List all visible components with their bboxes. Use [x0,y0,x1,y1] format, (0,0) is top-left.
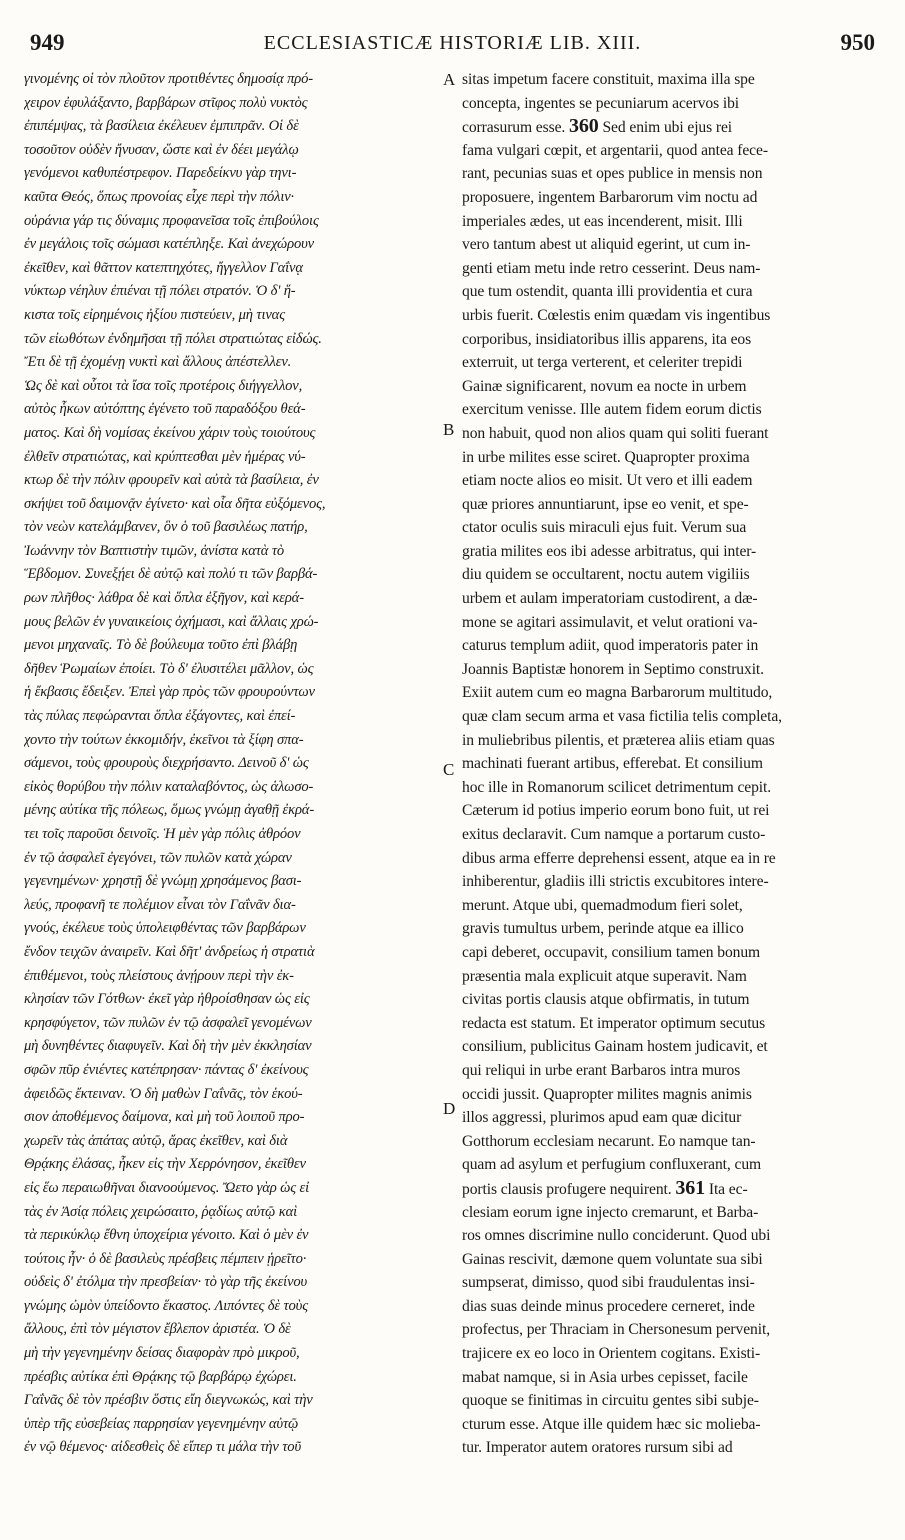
greek-text-line: τὰς πύλας πεφώρανται ὅπλα ἐξάγοντες, καὶ ἐπεί- [24,708,296,725]
greek-text-line: ρων πλῆθος· λάθρα δὲ καὶ ὅπλα ἐξῆγον, καὶ κερά- [24,590,304,607]
greek-text-line: χωρεῖν τὰς ἀπάτας αὐτῷ, ἄρας ἐκεῖθεν, καὶ διὰ [24,1132,288,1149]
latin-text-line: inhiberentur, gladiis illi strictis excubitores intere- [462,873,769,891]
latin-text-line: urbem et aulam imperatoriam custodirent, a dæ- [462,590,758,608]
greek-text-line: τὰ περικύκλῳ ἔθνη ὑποχείρια γένοιτο. Καὶ ὁ μὲν ἐν [24,1227,309,1244]
latin-text-line: rant, pecunias suas et opes publice in mensis non [462,165,763,183]
margin-marker-b: B [443,420,455,439]
greek-text-line: νύκτωρ νέηλυν ἐπιέναι τῇ πόλει στρατόν. Ὁ δ' ἥ- [24,283,296,300]
greek-text-line: οὐράνια γάρ τις δύναμις προφανεῖσα τοῖς ἐπιβούλοις [24,212,319,229]
greek-text-line: γνώμης ὠμὸν ὑπείδοντο ἕκαστος. Λιπόντες δὲ τοὺς [24,1297,308,1314]
latin-text-line: Exiit autem cum eo magna Barbarorum multitudo, [462,684,773,702]
latin-text-line: genti etiam metu inde retro cesserint. Deus nam- [462,259,761,277]
latin-text-line: dias suas deinde minus procedere cerneret, inde [462,1297,755,1315]
greek-text-column [24,68,440,1460]
greek-text-line: μένης αὐτίκα τῆς πόλεως, ὅμως γνώμῃ ἀγαθῇ ἐκρά- [24,802,315,819]
greek-text-line: τοσοῦτον οὐδὲν ἤνυσαν, ὥστε καὶ ἐν δέει μεγάλῳ [24,141,299,158]
latin-text-line: etiam nocte alios eo misit. Ut vero et illi eadem [462,472,753,490]
greek-text-line: γινομένης οἱ τὸν πλοῦτον προτιθέντες δημοσίᾳ πρό- [24,71,314,87]
greek-text-line: Ἰωάννην τὸν Βαπτιστὴν τιμῶν, ἀνίστα κατὰ τὸ [24,542,285,559]
latin-text-line: in muliebribus pilentis, et præterea aliis etiam quas [462,731,775,749]
greek-text-line: ἐν μεγάλοις τοῖς σώμασι κατέπληξε. Καὶ ἀνεχώρουν [24,236,314,253]
latin-text-line: tur. Imperator autem oratores rursum sibi ad [462,1439,733,1457]
greek-text-line: ἐκεῖθεν, καὶ θᾶττον κατεπτηχότες, ἤγγελλον Γαΐνᾳ [24,259,303,276]
latin-text-line: quam ad asylum et perfugium confluxerant, cum [462,1156,762,1174]
greek-text-line: γεγενημένων· χρηστῇ δὲ γνώμῃ χρησάμενος βασι- [24,873,302,890]
latin-text-line: corrasurum esse. 360 Sed enim ubi ejus rei [462,115,733,138]
latin-text-line: Gainas rescivit, dæmone quem voluntate sua sibi [462,1250,763,1268]
greek-text-line: γενόμενοι καθυπέστρεφον. Παρεδείκνυ γὰρ τηνι- [24,165,297,182]
greek-text-line: ματος. Καὶ δὴ νομίσας ἐκείνου χάριν τοὺς τοιούτους [24,424,316,441]
greek-text-line: δῆθεν Ῥωμαίων ἐποίει. Τὸ δ' ἐλυσιτέλει μᾶλλον, ὡς [24,660,314,677]
page-number-left: 949 [30,30,65,55]
greek-text-line: ἐπιθέμενοι, τοὺς πλείστους ἀνῄρουν περὶ τὴν ἐκ- [24,967,294,984]
latin-text-line: ctator oculis suis miraculi ejus fuit. Verum sua [462,519,747,537]
latin-text-column [462,68,884,1460]
greek-text-line: εἰς ἕω περαιωθῆναι διανοούμενος. Ὤετο γὰρ ὡς εἰ [24,1179,310,1196]
margin-marker-d: D [443,1099,456,1118]
latin-text-line: Cæterum id potius imperio eorum bono fuit, ut rei [462,802,770,820]
margin-marker-c: C [443,760,455,779]
latin-text-line: merunt. Atque ubi, quemadmodum fieri solet, [462,896,743,914]
greek-text-line: μὴ τὴν γεγενημένην δείσας διαφορὰν πρὸ μικροῦ, [24,1345,300,1362]
greek-text-line: αὐτὸς ἧκων αὐτόπτης ἐγένετο τοῦ παραδόξου θεά- [24,401,306,418]
latin-text-line: clesiam eorum igne injecto cremarunt, et Barba- [462,1203,759,1221]
greek-text-line: σάμενοι, τοὺς φρουροὺς διεχρήσαντο. Δεινοῦ δ' ὡς [24,755,309,772]
greek-text-line: κιστα τοῖς εἰρημένοις ἠξίου πιστεύειν, μὴ τινας [24,306,285,323]
latin-text-line: urbis fuerit. Cœlestis enim quædam vis ingentibus [462,306,771,324]
greek-text-line: μὴ δυνηθέντες διαφυγεῖν. Καὶ δὴ τὴν μὲν ἐκκλησίαν [24,1038,312,1055]
page-header [30,22,875,62]
latin-text-line: proposuere, ingentem Barbarorum vim noctu ad [462,188,758,206]
latin-text-line: caturus templum adiit, quod imperatoris pater in [462,637,759,655]
greek-text-line: τὸν νεὼν κατελάμβανεν, ὃν ὁ τοῦ βασιλέως πατήρ, [24,519,308,536]
latin-text-line: gravis tumultus urbem, perinde atque ea illico [462,920,744,938]
latin-text-line: occidi jussit. Quapropter milites magnis animis [462,1085,752,1103]
latin-text-line: machinati fuerant artibus, efferebat. Et consilium [462,755,763,773]
latin-text-line: capi deberet, occupavit, consilium tamen bonum [462,943,761,961]
greek-text-line: σιον ἀποθέμενος δαίμονα, καὶ μὴ τοῦ λοιποῦ προ- [24,1109,305,1126]
latin-text-line: redacta est statum. Et imperator optimum secutus [462,1014,766,1032]
greek-text-line: χειρον ἐφυλάξαντο, βαρβάρων στῖφος πολὺ νυκτὸς [24,94,308,111]
latin-text-line: trajicere ex eo loco in Orientem cogitans. Existi- [462,1345,761,1363]
latin-text-line: vero tantum abest ut aliquid egerint, ut cum in- [462,236,751,254]
greek-text-line: κλησίαν τῶν Γότθων· ἐκεῖ γὰρ ἠθροίσθησαν ὡς εἰς [24,991,310,1008]
greek-text-line: χοντο τὴν τούτων ἐκκομιδήν, ἐκεῖνοι τὰ ξίφη σπα- [24,731,304,748]
latin-text-line: quoque se finitimas in circuitu gentes sibi subje- [462,1392,759,1410]
greek-text-line: ἐλθεῖν στρατιώτας, καὶ κρύπτεσθαι μὲν ἡμέρας νύ- [24,448,306,465]
greek-text-line: Ἔτι δὲ τῇ ἐχομένῃ νυκτὶ καὶ ἄλλους ἀπέστελλεν. [24,354,292,371]
latin-text-line: consilium, publicitus Gainam hostem judicavit, et [462,1038,768,1056]
running-title: ECCLESIASTICÆ HISTORIÆ LIB. XIII. [263,32,642,54]
greek-text-line: τούτοις ἦν· ὁ δὲ βασιλεὺς πρέσβεις πέμπειν ᾑρεῖτο· [24,1250,307,1267]
latin-text-line: imperiales ædes, ut eas incenderent, misit. Illi [462,212,743,230]
latin-text-line: concepta, ingentes se pecuniarum acervos ibi [462,94,740,112]
latin-text-line: exitus declaravit. Cum namque a portarum custo- [462,826,766,843]
latin-text-line: Joannis Baptistæ honorem in Septimo construxit. [462,660,764,678]
latin-text-line: sumpserat, dimisso, quod sibi fraudulentas insi- [462,1274,755,1292]
latin-text-line: Gainæ significarent, novum ea nocte in urbem [462,377,747,395]
latin-text-line: corporibus, insidiatoribus illis apparens, ita eos [462,330,752,348]
greek-text-line: κρησφύγετον, τῶν πυλῶν ἐν τῷ ἀσφαλεῖ γενομένων [24,1014,312,1031]
greek-text-line: λεύς, προφανῆ τε πολέμιον εἶναι τὸν Γαΐνᾶν δια- [24,896,296,913]
latin-text-line: sitas impetum facere constituit, maxima illa spe [462,71,755,88]
greek-text-line: ἐπιπέμψας, τὰ βασίλεια ἐκέλευεν ἐμπιπρᾶν. Οἱ δὲ [24,118,299,135]
latin-text-line: illos aggressi, plurimos apud eam quæ dicitur [462,1109,742,1127]
greek-text-line: ἔνδον τειχῶν ἀναιρεῖν. Καὶ δῆτ' ἀνδρείως ἡ στρατιὰ [24,943,315,960]
greek-text-line: μους βελῶν ἐν γυναικείοις ὀχήμασι, καὶ ἄλλαις χρώ- [24,613,319,630]
greek-text-line: πρέσβις αὐτίκα ἐπὶ Θρᾴκης τῷ βαρβάρῳ ἐχώρει. [24,1368,297,1385]
latin-text-line: mone se agitari assimulavit, et velut orationi va- [462,613,758,631]
greek-text-line: καῦτα Θεός, ὅπως προνοίας εἶχε περὶ τὴν πόλιν· [24,188,295,205]
latin-text-line: exterruit, ut terga verterent, et celeriter trepidi [462,354,743,372]
greek-text-line: τὰς ἐν Ἀσίᾳ πόλεις χειρώσαιτο, ῥᾳδίως αὐτῷ καὶ [24,1203,297,1220]
latin-text-line: ros omnes discrimine nullo conciderunt. Quod ubi [462,1227,771,1245]
latin-text-line: cturum esse. Atque ille quidem hæc sic molieba- [462,1415,761,1433]
greek-text-line: τῶν εἰωθότων ἐνδημῆσαι τῇ πόλει στρατιώτας εἰδώς. [24,330,322,347]
latin-text-line: præsentia mala explicuit atque superavit. Nam [462,967,747,985]
section-number: 361 [675,1176,706,1199]
latin-text-line: exercitum venisse. Ille autem fidem eorum dictis [462,401,762,419]
section-number: 360 [568,115,599,138]
greek-text-line: Ἕβδομον. Συνεξῄει δὲ αὐτῷ καὶ πολύ τι τῶν βαρβά- [24,566,318,583]
latin-text-line: gratia milites eos ibi adesse arbitratus, qui inter- [462,542,757,560]
greek-text-line: κτωρ δὲ τὴν πόλιν φρουρεῖν καὶ αὐτὰ τὰ βασίλεια, ἐν [24,472,319,489]
latin-text-line: diu quidem se occultarent, noctu autem vigiliis [462,566,750,584]
greek-text-line: σφῶν πῦρ ἐνιέντες κατέπρησαν· πάντας δ' ἐκείνους [24,1061,309,1078]
greek-text-line: ἄλλους, ἐπὶ τὸν μέγιστον ἔβλεπον ἀριστέα. Ὁ δὲ [24,1321,291,1338]
latin-text-line: profectus, per Thraciam in Chersonesum pervenit, [462,1321,770,1339]
latin-text-line: non habuit, quod non alios quam qui soliti fuerant [462,424,769,442]
latin-text-line: que tum ostendit, quanta illi providentia et cura [462,283,753,301]
margin-marker-a: A [443,70,456,89]
latin-text-line: civitas portis clausis atque obfirmatis, in tutum [462,991,750,1009]
latin-text-line: dibus arma efferre deprehensi essent, atque ea in re [462,849,776,867]
greek-text-line: ἀφειδῶς ἔκτειναν. Ὁ δὴ μαθὼν Γαΐνᾶς, τὸν ἑκού- [24,1085,303,1102]
greek-text-line: ἐν τῷ ἀσφαλεῖ ἐγεγόνει, τῶν πυλῶν κατὰ χώραν [24,849,292,866]
greek-text-line: μενοι μηχαναῖς. Τὸ δὲ βούλευμα τοῦτο ἐπὶ βλάβῃ [24,637,298,654]
greek-text-line: τει τοῖς παροῦσι δεινοῖς. Ἡ μὲν γὰρ πόλις ἀθρόον [24,826,301,842]
greek-text-line: ἐν νῷ θέμενος· αἰδεσθεὶς δὲ εἴπερ τι μάλα τὴν τοῦ [24,1439,301,1456]
greek-text-line: σκήψει τοῦ δαιμονᾷν ἐγίνετο· καὶ οἷα δῆτα εὐξόμενος, [24,495,326,512]
latin-text-line: fama vulgari cœpit, et argentarii, quod antea fece- [462,141,768,159]
latin-text-line: mabat namque, si in Asia urbes cepisset, facile [462,1368,748,1386]
greek-text-line: ὑπὲρ τῆς εὐσεβείας παρρησίαν γεγενημένην αὐτῷ [24,1415,299,1432]
latin-text-line: Gotthorum ecclesiam necarunt. Eo namque tan- [462,1132,756,1150]
latin-text-line: qui reliqui in urbe erant Barbaros intra muros [462,1061,741,1079]
latin-text-line: in urbe milites esse sciret. Quapropter proxima [462,448,750,466]
latin-text-line: quæ clam secum arma et vasa fictilia telis completa, [462,708,782,726]
latin-text-line: quæ priores annuntiarunt, ipse eo venit, et spe- [462,495,749,513]
greek-text-line: γνούς, ἐκέλευε τοὺς ὑπολειφθέντας τῶν βαρβάρων [24,920,306,937]
greek-text-line: Γαΐνᾶς δὲ τὸν πρέσβιν ὅστις εἴη διεγνωκώς, καὶ τὴν [24,1392,313,1409]
greek-text-line: οὐδεὶς δ' ἐτόλμα τὴν πρεσβείαν· τὸ γὰρ τῆς ἐκείνου [24,1274,308,1291]
page-number-right: 950 [840,30,875,55]
latin-text-line: hoc ille in Romanorum scilicet detrimentum cepit. [462,778,772,796]
greek-text-line: Θρᾴκης ἐλάσας, ἧκεν εἰς τὴν Χερρόνησον, ἐκεῖθεν [24,1156,306,1173]
latin-text-line: portis clausis profugere nequirent. 361 Ita ec- [462,1176,748,1199]
greek-text-line: ἡ ἔκβασις ἔδειξεν. Ἐπεὶ γὰρ πρὸς τῶν φρουρούντων [24,684,315,701]
greek-text-line: εἰκὸς θορύβου τὴν πόλιν καταλαβόντος, ὡς ἁλωσο- [24,778,314,795]
greek-text-line: Ὡς δὲ καὶ οὗτοι τὰ ἴσα τοῖς προτέροις διήγγελλον, [24,377,303,394]
